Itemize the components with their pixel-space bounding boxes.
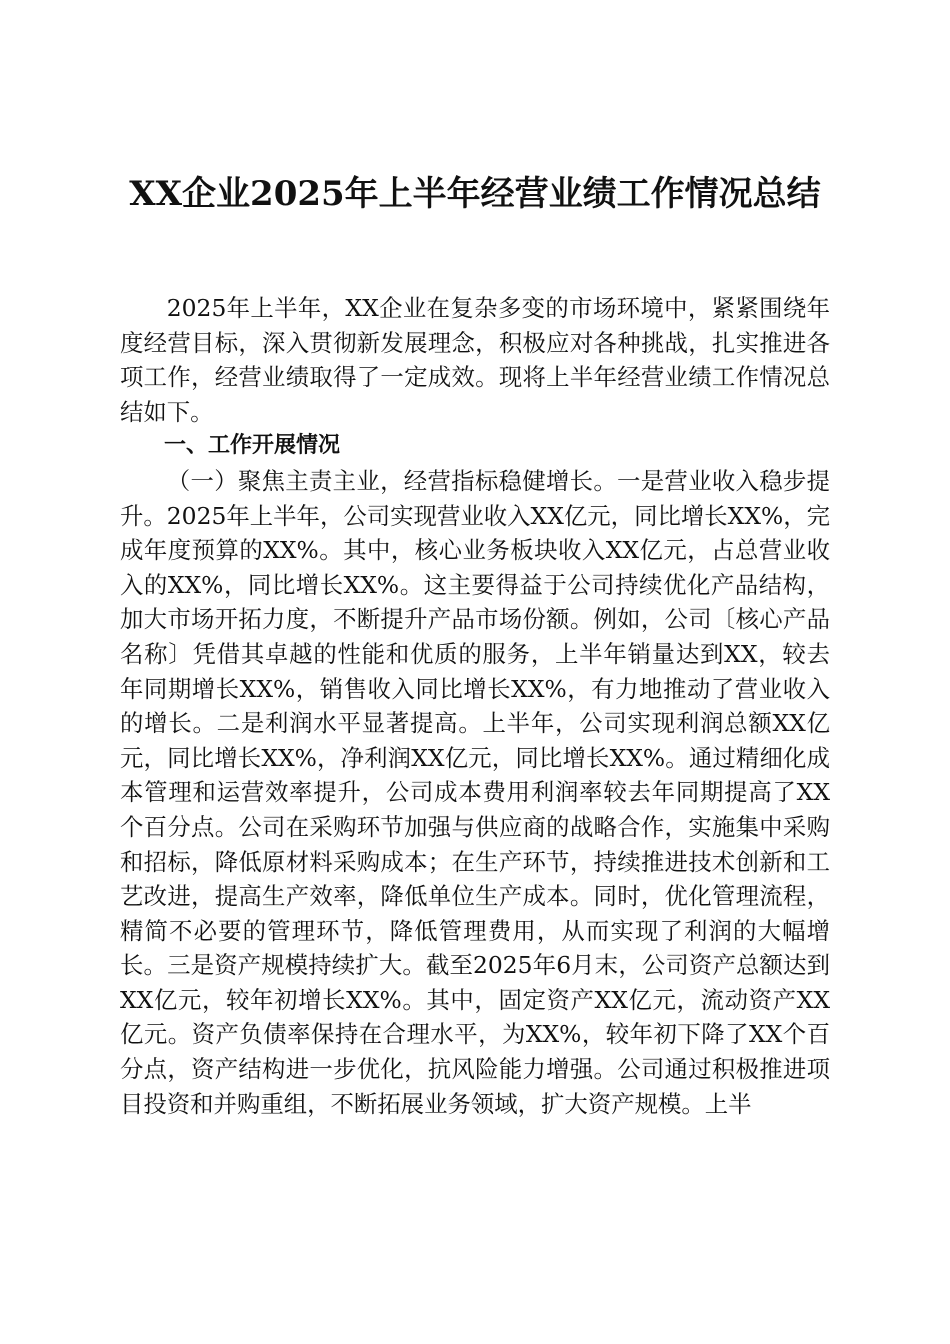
section-paragraph: （一）聚焦主责主业，经营指标稳健增长。一是营业收入稳步提升。2025年上半年，公司实现营业收入XX亿元，同比增长XX%，完成年度预算的XX%。其中，核心业务板块收入XX亿元，占总营业收入的XX%，同比增长XX%。这主要得益于公司持续优化产品结构，加大市场开拓力度，不断提升产品市场份额。例如，公司〔核心产品名称〕凭借其卓越的性能和优质的服务，上半年销量达到XX，较去年同期增长XX%，销售收入同比增长XX%，有力地推动了营业收入的增长。二是利润水平显著提高。上半年，公司实现利润总额XX亿元，同比增长XX%，净利润XX亿元，同比增长XX%。通过精细化成本管理和运营效率提升，公司成本费用利润率较去年同期提高了XX个百分点。公司在采购环节加强与供应商的战略合作，实施集中采购和招标，降低原材料采购成本；在生产环节，持续推进技术创新和工艺改进，提高生产效率，降低单位生产成本。同时，优化管理流程，精简不必要的管理环节，降低管理费用，从而实现了利润的大幅增长。三是资产规模持续扩大。截至2025年6月末，公司资产总额达到XX亿元，较年初增长XX%。其中，固定资产XX亿元，流动资产XX亿元。资产负债率保持在合理水平，为XX%，较年初下降了XX个百分点，资产结构进一步优化，抗风险能力增强。公司通过积极推进项目投资和并购重组，不断拓展业务领域，扩大资产规模。上半 bbox=[120, 466, 830, 1118]
section-heading: 一、工作开展情况 bbox=[164, 433, 341, 459]
document-body bbox=[120, 291, 830, 1121]
intro-paragraph: 2025年上半年，XX企业在复杂多变的市场环境中，紧紧围绕年度经营目标，深入贯彻新发展理念，积极应对各种挑战，扎实推进各项工作，经营业绩取得了一定成效。现将上半年经营业绩工作情况总结如下。 bbox=[120, 294, 830, 426]
document-title: XX企业2025年上半年经营业绩工作情况总结 bbox=[129, 174, 821, 214]
